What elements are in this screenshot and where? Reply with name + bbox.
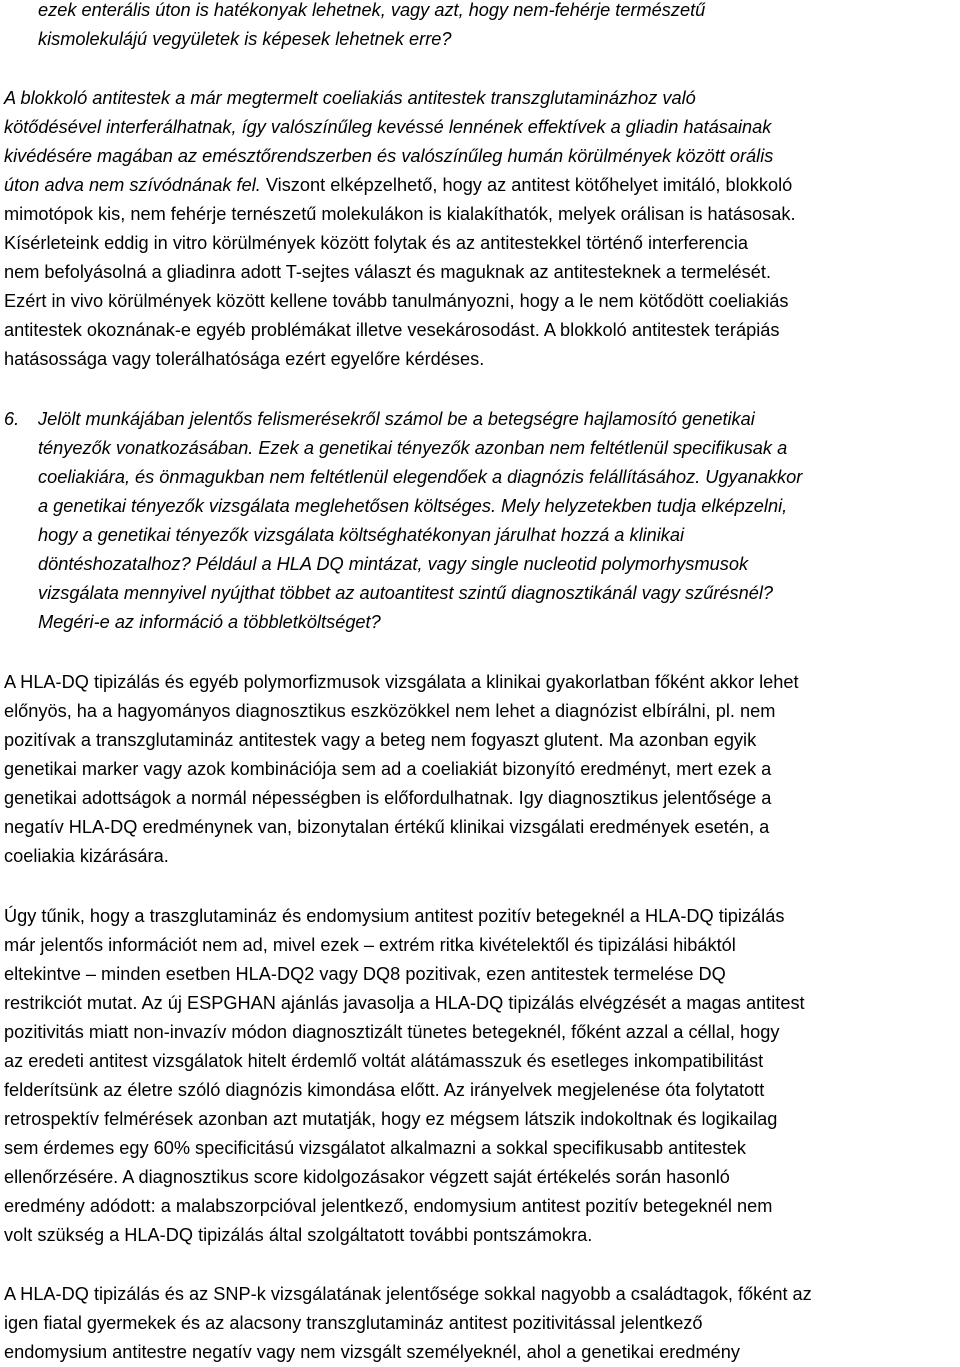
text-line: már jelentős információt nem ad, mivel ezek – extrém ritka kivételektől és tipizálási hibáktól [4, 935, 736, 955]
text-line: ellenőrzésére. A diagnosztikus score kidolgozásakor végzett saját értékelés során hasonló [4, 1167, 730, 1187]
question-number: 6. [4, 409, 20, 429]
text-line: A HLA-DQ tipizálás és az SNP-k vizsgálatának jelentősége sokkal nagyobb a családtagok, főként az [4, 1284, 812, 1304]
text-line: Ezért in vivo körülmények között kellene tovább tanulmányozni, hogy a le nem kötődött coeliakiás [4, 291, 789, 311]
text-line: hatásossága vagy tolerálhatósága ezért egyelőre kérdéses. [4, 349, 485, 369]
text-line: sem érdemes egy 60% specificitású vizsgálatot alkalmazni a sokkal specifikusabb antitestek [4, 1138, 747, 1158]
text-line: negatív HLA-DQ eredménynek van, bizonytalan értékű klinikai vizsgálati eredmények esetén, a [4, 817, 770, 837]
text-line: előnyös, ha a hagyományos diagnosztikus eszközökkel nem lehet a diagnózist elbírálni, pl. nem [4, 701, 776, 721]
text-line: genetikai marker vagy azok kombinációja sem ad a coeliakiát bizonyító eredményt, mert ezek a [4, 759, 772, 779]
text-line: kötődésével interferálhatnak, így valószínűleg kevéssé lennének effektívek a gliadin hatásainak [4, 117, 772, 137]
text-line: igen fiatal gyermekek és az alacsony transzglutamináz antitest pozitivitással jelentkező [4, 1313, 703, 1333]
text-line: vizsgálata mennyivel nyújthat többet az autoantitest szintű diagnosztikánál vagy szűrésnél? [38, 583, 774, 603]
text-line: restrikciót mutat. Az új ESPGHAN ajánlás javasolja a HLA-DQ tipizálás elvégzését a magas antitest [4, 993, 805, 1013]
text-line: nem befolyásolná a gliadinra adott T-sejtes választ és maguknak az antitesteknek a termelését. [4, 262, 771, 282]
text-line: A blokkoló antitestek a már megtermelt coeliakiás antitestek transzglutaminázhoz való [4, 88, 696, 108]
text-line: Kísérleteink eddig in vitro körülmények között folytak és az antitestekkel történő interferencia [4, 233, 749, 253]
text-line: retrospektív felmérések azonban azt mutatják, hogy ez mégsem látszik indokoltnak és logikailag [4, 1109, 778, 1129]
text-line: coeliakiára, és önmagukban nem feltétlenül elegendőek a diagnózis felállításához. Ugyanakkor [38, 467, 803, 487]
text-line: Megéri-e az információ a többletköltséget? [38, 612, 381, 632]
text-line: felderítsünk az életre szóló diagnózis kimondása előtt. Az irányelvek megjelenése óta folytatott [4, 1080, 765, 1100]
text-line: genetikai adottságok a normál népességben is előfordulhatnak. Igy diagnosztikus jelentősége a [4, 788, 772, 808]
text-line: a genetikai tényezők vizsgálata meglehetősen költséges. Mely helyzetekben tudja elképzelni, [38, 496, 788, 516]
text-line: endomysium antitestre negatív vagy nem vizsgált személyeknél, ahol a genetikai eredmény [4, 1342, 740, 1362]
text-line: kivédésére magában az emésztőrendszerben és valószínűleg humán körülmények között orális [4, 146, 774, 166]
text-line [4, 171, 792, 200]
text-line: ezek enterális úton is hatékonyak lehetnek, vagy azt, hogy nem-fehérje természetű [38, 0, 706, 20]
text-line: pozitivitás miatt non-invazív módon diagnosztizált tünetes betegeknél, főként azzal a céllal, hogy [4, 1022, 780, 1042]
text-line: hogy a genetikai tényezők vizsgálata költséghatékonyan járulhat hozzá a klinikai [38, 525, 685, 545]
text-line: döntéshozatalhoz? Például a HLA DQ mintázat, vagy single nucleotid polymorhysmusok [38, 554, 749, 574]
text-line: mimotópok kis, nem fehérje ternészetű molekulákon is kialakíthatók, melyek orálisan is hatásosak. [4, 204, 796, 224]
text-line: A HLA-DQ tipizálás és egyéb polymorfizmusok vizsgálata a klinikai gyakorlatban főként akkor lehet [4, 672, 799, 692]
text-line: pozitívak a transzglutamináz antitestek vagy a beteg nem fogyaszt glutent. Ma azonban egyik [4, 730, 757, 750]
text-line: tényezők vonatkozásában. Ezek a genetikai tényezők azonban nem feltétlenül specifikusak a [38, 438, 788, 458]
text-segment: úton adva nem szívódnának fel. [4, 175, 261, 195]
text-line: coeliakia kizárására. [4, 846, 169, 866]
text-line: kismolekulájú vegyületek is képesek lehetnek erre? [38, 29, 452, 49]
text-line: Úgy tűnik, hogy a traszglutamináz és endomysium antitest pozitív betegeknél a HLA-DQ tipizálás [4, 906, 785, 926]
text-line: volt szükség a HLA-DQ tipizálás által szolgáltatott további pontszámokra. [4, 1225, 593, 1245]
text-segment: Viszont elképzelhető, hogy az antitest kötőhelyet imitáló, blokkoló [260, 175, 793, 195]
text-line: Jelölt munkájában jelentős felismerésekről számol be a betegségre hajlamosító genetikai [38, 409, 755, 429]
text-line: antitestek okoznának-e egyéb problémákat illetve vesekárosodást. A blokkoló antitestek terápiás [4, 320, 780, 340]
text-line: az eredeti antitest vizsgálatok hitelt érdemlő voltát alátámasszuk és esetleges inkompatibilitást [4, 1051, 764, 1071]
text-line: eltekintve – minden esetben HLA-DQ2 vagy DQ8 pozitivak, ezen antitestek termelése DQ [4, 964, 726, 984]
text-line: eredmény adódott: a malabszorpcióval jelentkező, endomysium antitest pozitív betegeknél nem [4, 1196, 773, 1216]
